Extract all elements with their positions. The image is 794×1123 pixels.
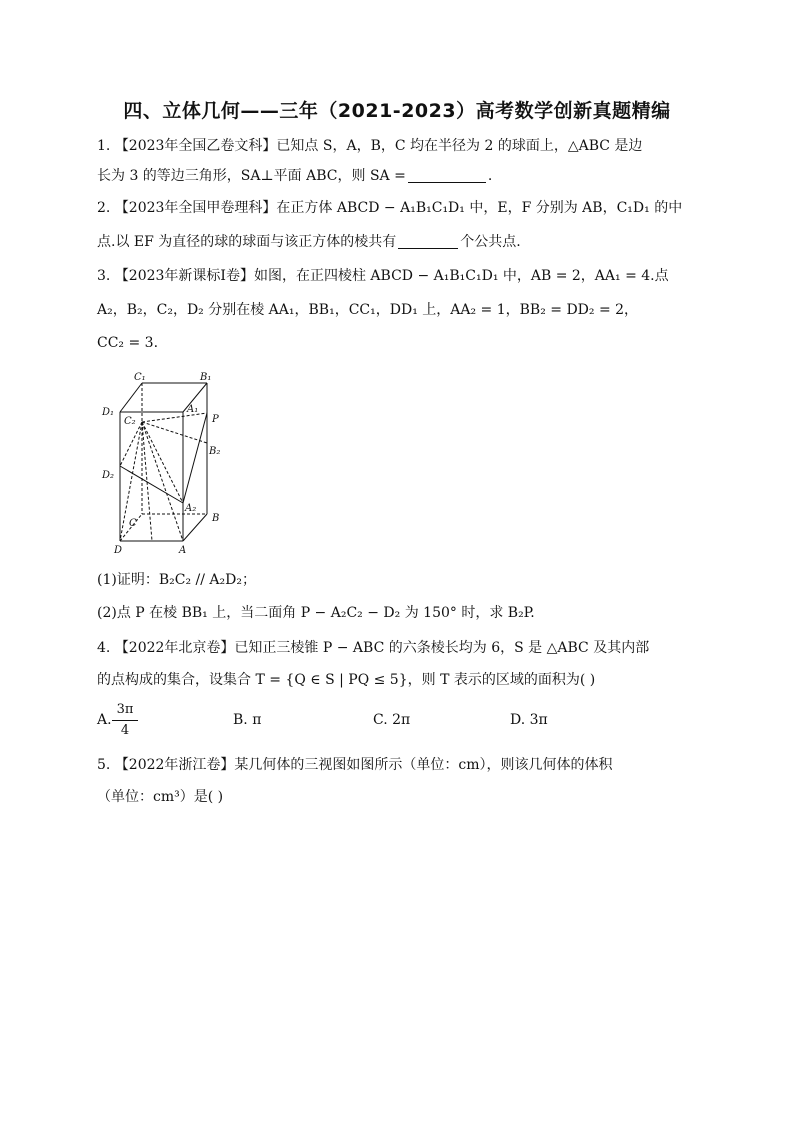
- q5-line-2: （单位：cm³）是( ): [97, 789, 224, 805]
- label-C1: C₁: [134, 372, 146, 383]
- edge-A-B: [183, 514, 207, 541]
- label-C2: C₂: [124, 416, 136, 427]
- label-P: P: [212, 414, 219, 425]
- edge-D1-C1: [120, 383, 142, 412]
- q3-line-1: 3. 【2023年新课标Ⅰ卷】如图，在正四棱柱 ABCD − A₁B₁C₁D₁ 中，AB = 2，AA₁ = 4.点: [97, 268, 669, 284]
- label-B: B: [212, 513, 220, 524]
- edge-A1-B1: [183, 383, 207, 412]
- label-B1: B₁: [200, 372, 212, 383]
- label-C: C: [129, 518, 137, 529]
- q5-line-1: 5. 【2022年浙江卷】某几何体的三视图如图所示（单位：cm），则该几何体的体积: [97, 757, 613, 773]
- q4-option-c: C. 2π: [373, 712, 411, 728]
- q4-line-2: 的点构成的集合，设集合 T = {Q ∈ S | PQ ≤ 5}，则 T 表示的区域的面积为( ): [97, 672, 596, 688]
- hidden-line-C2-D: [120, 422, 142, 541]
- label-A1: A₁: [187, 404, 199, 415]
- q1-answer-blank[interactable]: [408, 168, 486, 183]
- label-A: A: [179, 545, 187, 556]
- edge-A2-P: [183, 413, 207, 503]
- q3-part-2: (2)点 P 在棱 BB₁ 上，当二面角 P − A₂C₂ − D₂ 为 150° 时，求 B₂P.: [97, 605, 535, 621]
- q2-line-2-end: 个公共点.: [460, 234, 521, 250]
- fraction-bar: [112, 720, 138, 721]
- q3-line-3: CC₂ = 3.: [97, 335, 159, 351]
- hidden-line-C2-D2: [120, 422, 142, 466]
- q1-line-2-end: .: [487, 168, 493, 184]
- label-B2: B₂: [209, 446, 221, 457]
- q3-line-2: A₂，B₂，C₂，D₂ 分别在棱 AA₁，BB₁，CC₁，DD₁ 上，AA₂ = 1，BB₂ = DD₂ = 2，: [97, 302, 639, 318]
- q1-line-2-text: 长为 3 的等边三角形，SA⊥平面 ABC，则 SA =: [97, 168, 406, 184]
- hidden-line-C2-A2: [142, 422, 183, 503]
- q4-option-a-denominator: 4: [120, 723, 130, 738]
- q2-line-2: [97, 232, 521, 252]
- q1-line-1: 1. 【2023年全国乙卷文科】已知点 S，A，B，C 均在半径为 2 的球面上，△ABC 是边: [97, 138, 643, 154]
- q2-answer-blank[interactable]: [398, 234, 458, 249]
- q4-option-a-numerator: 3π: [116, 702, 134, 717]
- label-D: D: [114, 545, 123, 556]
- q2-line-1: 2. 【2023年全国甲卷理科】在正方体 ABCD − A₁B₁C₁D₁ 中，E，F 分别为 AB，C₁D₁ 的中: [97, 200, 683, 216]
- q2-line-2-text: 点.以 EF 为直径的球的球面与该正方体的棱共有: [97, 234, 397, 250]
- hidden-line-C2-A: [142, 422, 183, 541]
- hidden-edge-D-C: [120, 514, 142, 541]
- q4-option-d: D. 3π: [510, 712, 548, 728]
- edge-D2-A2: [120, 466, 183, 503]
- q1-line-2: [97, 166, 492, 186]
- page-title: 四、立体几何——三年（2021-2023）高考数学创新真题精编: [123, 100, 671, 122]
- q4-option-b: B. π: [233, 712, 262, 728]
- hidden-line-C2-mid: [142, 422, 152, 541]
- label-D1: D₁: [102, 407, 115, 418]
- q4-line-1: 4. 【2022年北京卷】已知正三棱锥 P − ABC 的六条棱长均为 6，S 是 △ABC 及其内部: [97, 640, 650, 656]
- label-D2: D₂: [102, 470, 115, 481]
- q4-option-a-prefix: A.: [97, 712, 112, 728]
- label-A2: A₂: [185, 503, 197, 514]
- hidden-line-C2-B2: [142, 422, 207, 443]
- q3-part-1: (1)证明：B₂C₂ // A₂D₂；: [97, 572, 256, 588]
- hidden-line-C2-P: [142, 413, 207, 422]
- q4-option-a-fraction: [112, 702, 138, 739]
